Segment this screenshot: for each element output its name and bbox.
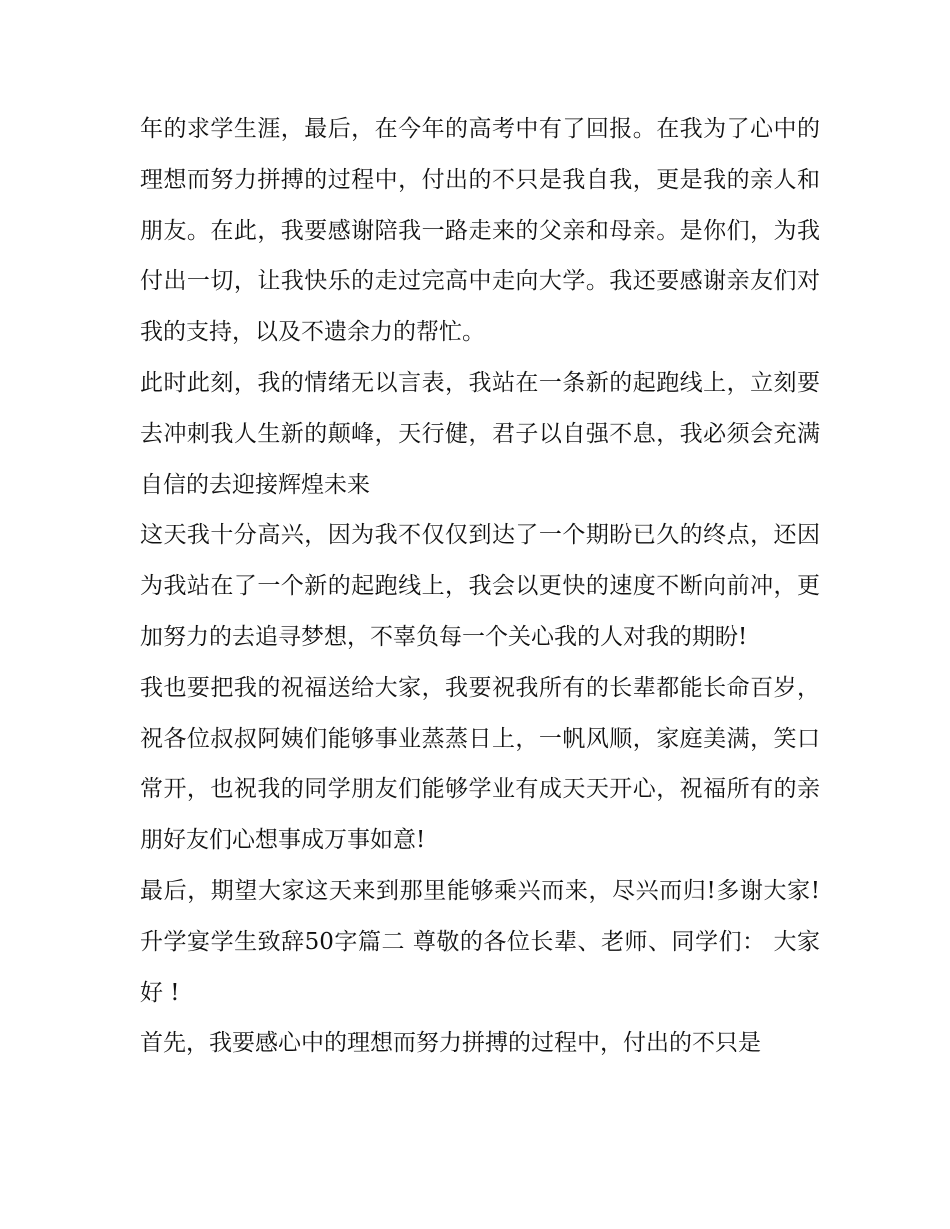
paragraph-second-speech: 首先，我要感心中的理想而努力拼搏的过程中，付出的不只是 [140,1030,761,1057]
paragraph-happiness: 这天我十分高兴，因为我不仅仅到达了一个期盼已久的终点，还因为我站在了一个新的起跑线上，我会以更快的速度不断向前冲，更加努力的去追寻梦想，不辜负每一个关心我的人对我的期盼! [140,522,820,650]
paragraph-closing: 最后，期望大家这天来到那里能够乘兴而来，尽兴而归!多谢大家! 升学宴学生致辞50字篇二 尊敬的各位长辈、老师、同学们： 大家好 ! [140,877,820,1006]
paragraph-blessings: 我也要把我的祝福送给大家，我要祝我所有的长辈都能长命百岁，祝各位叔叔阿姨们能够事业蒸蒸日上，一帆风顺，家庭美满，笑口常开，也祝我的同学朋友们能够学业有成天天开心，祝福所有的亲朋好友们心想事成万事如意! [140,674,820,854]
document-body [140,104,820,1069]
paragraph-new-start: 此时此刻，我的情绪无以言表，我站在一条新的起跑线上，立刻要去冲刺我人生新的颠峰，天行健，君子以自强不息，我必须会充满自信的去迎接辉煌未来 [140,369,820,498]
paragraph-gratitude: 年的求学生涯，最后，在今年的高考中有了回报。在我为了心中的理想而努力拼搏的过程中，付出的不只是我自我，更是我的亲人和朋友。在此，我要感谢陪我一路走来的父亲和母亲。是你们，为我付出一切，让我快乐的走过完高中走向大学。我还要感谢亲友们对我的支持，以及不遗余力的帮忙。 [140,116,820,346]
